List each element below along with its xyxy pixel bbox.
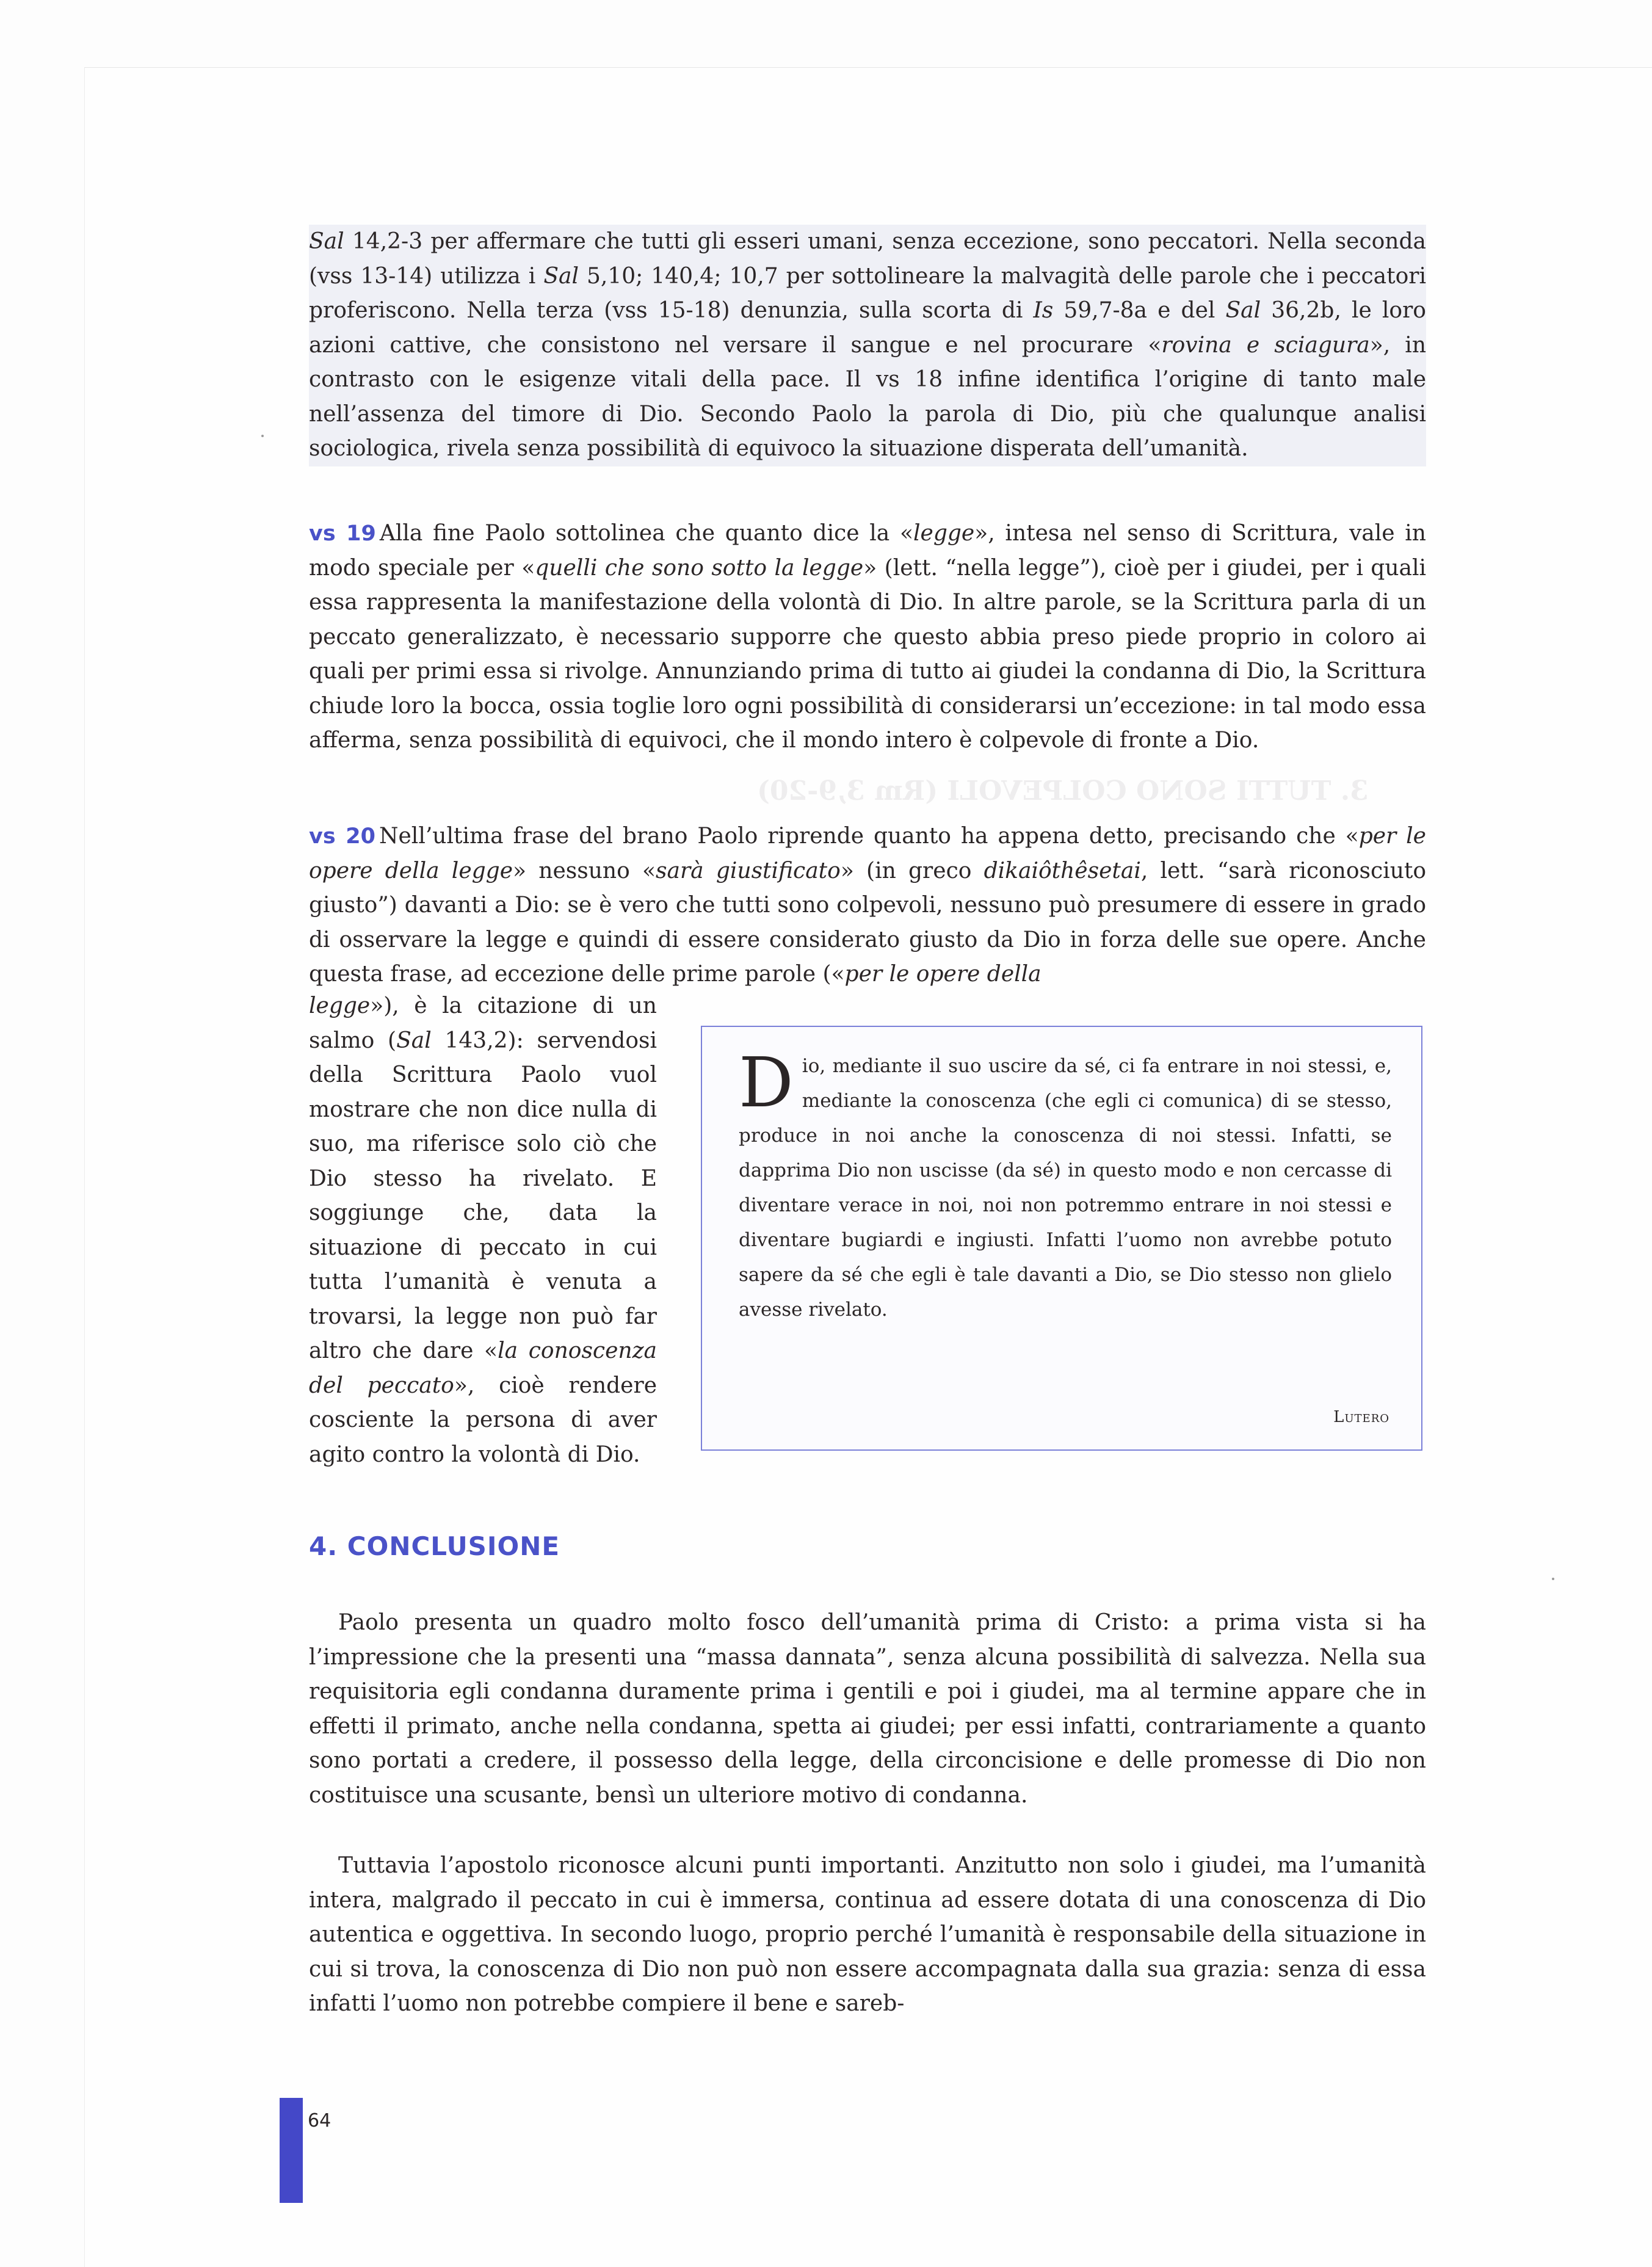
- paragraph-vs19: vs 19 Alla fine Paolo sottolinea che quanto dice la «legge», intesa nel senso di Scrittura, vale in modo speciale per «quelli che sono sotto la legge» (lett. “nella legge”), cioè per i giudei, per i quali essa rappresenta la manifestazione della volontà di Dio. In altre parole, se la Scrittura parla di un peccato generalizzato, è necessario supporre che questo abbia preso piede proprio in coloro ai quali per primi essa si rivolge. Annunziando prima di tutto ai giudei la condanna di Dio, la Scrittura chiude loro la bocca, ossia toglie loro ogni possibilità di considerarsi un’eccezione: in tal modo essa afferma, senza possibilità di equivoci, che il mondo intero è colpevole di fronte a Dio.: [309, 521, 1426, 753]
- page-number-bar: [280, 2098, 303, 2203]
- scan-speck: [261, 435, 264, 437]
- drop-cap: D: [739, 1043, 794, 1123]
- quote-box: [701, 1026, 1422, 1451]
- scan-speck: [1552, 1578, 1554, 1580]
- paragraph-1: Sal 14,2-3 per affermare che tutti gli esseri umani, senza eccezione, sono peccatori. Nella seconda (vss 13-14) utilizza i Sal 5,10; 140,4; 10,7 per sottolineare la malvagità delle parole che i peccatori proferiscono. Nella terza (vss 15-18) denunzia, sulla scorta di Is 59,7-8a e del Sal 36,2b, le loro azioni cattive, che consistono nel versare il sangue e nel procurare «rovina e sciagura», in contrasto con le esigenze vitali della pace. Il vs 18 infine identifica l’origine di tanto male nell’assenza del timore di Dio. Secondo Paolo la parola di Dio, più che qualunque analisi sociologica, rivela senza possibilità di equivoco la situazione disperata dell’umanità.: [309, 225, 1426, 466]
- quote-text: Dio, mediante il suo uscire da sé, ci fa entrare in noi stessi, e, mediante la conoscenza (che egli ci comunica) di se stesso, produce in noi anche la conoscenza di noi stessi. Infatti, se dapprima Dio non uscisse (da sé) in questo modo e non cercasse di diventare verace in noi, noi non potremmo entrare in noi stessi e diventare bugiardi e ingiusti. Infatti l’uomo non avrebbe potuto sapere da sé che egli è tale davanti a Dio, se Dio stesso non glielo avesse rivelato.: [739, 1043, 1392, 1321]
- quote-author: Lutero: [1333, 1408, 1389, 1426]
- paragraph-vs20-column: legge»), è la citazione di un salmo (Sal 143,2): servendosi della Scrittura Paolo vuol mostrare che non dice nulla di suo, ma riferisce solo ciò che Dio stesso ha rivelato. E soggiunge che, data la situazione di peccato in cui tutta l’umanità è venuta a trovarsi, la legge non può far altro che dare «la conoscenza del peccato», cioè rendere cosciente la persona di aver agito contro la volontà di Dio.: [309, 993, 658, 1467]
- paragraph-conclusion-1: Paolo presenta un quadro molto fosco dell’umanità prima di Cristo: a prima vista si ha l’impressione che la presenti una “massa dannata”, senza alcuna possibilità di salvezza. Nella sua requisitoria egli condanna duramente prima i gentili e poi i giudei, ma al termine appare che in effetti il primato, anche nella condanna, spetta ai giudei; per essi infatti, contrariamente a quanto sono portati a credere, il possesso della legge, della circoncisione e delle promesse di Dio non costituisce una scusante, bensì un ulteriore motivo di condanna.: [309, 1610, 1426, 1808]
- verse-ref-19: vs 19: [309, 521, 376, 546]
- section-heading: 4. CONCLUSIONE: [309, 1531, 560, 1561]
- paragraph-conclusion-2: Tuttavia l’apostolo riconosce alcuni punti importanti. Anzitutto non solo i giudei, ma l’umanità intera, malgrado il peccato in cui è immersa, continua ad essere dotata di una conoscenza di Dio autentica e oggettiva. In secondo luogo, proprio perché l’umanità è responsabile della situazione in cui si trova, la conoscenza di Dio non può non essere accompagnata dalla sua grazia: senza di essa infatti l’uomo non potrebbe compiere il bene e sareb-: [309, 1853, 1426, 2016]
- paragraph-vs20-top: vs 20 Nell’ultima frase del brano Paolo riprende quanto ha appena detto, precisando che «per le opere della legge» nessuno «sarà giustificato» (in greco dikaiôthêsetai, lett. “sarà riconosciuto giusto”) davanti a Dio: se è vero che tutti sono colpevoli, nessuno può presumere di essere in grado di osservare la legge e quindi di essere considerato giusto da Dio in forza delle sue opere. Anche questa frase, ad eccezione delle prime parole («per le opere della: [309, 824, 1427, 987]
- page-number: 64: [308, 2110, 331, 2131]
- bleed-through-heading: 3. TUTTI SONO COLPEVOLI (Rm 3,9-20): [757, 775, 1369, 807]
- verse-ref-20: vs 20: [309, 824, 375, 849]
